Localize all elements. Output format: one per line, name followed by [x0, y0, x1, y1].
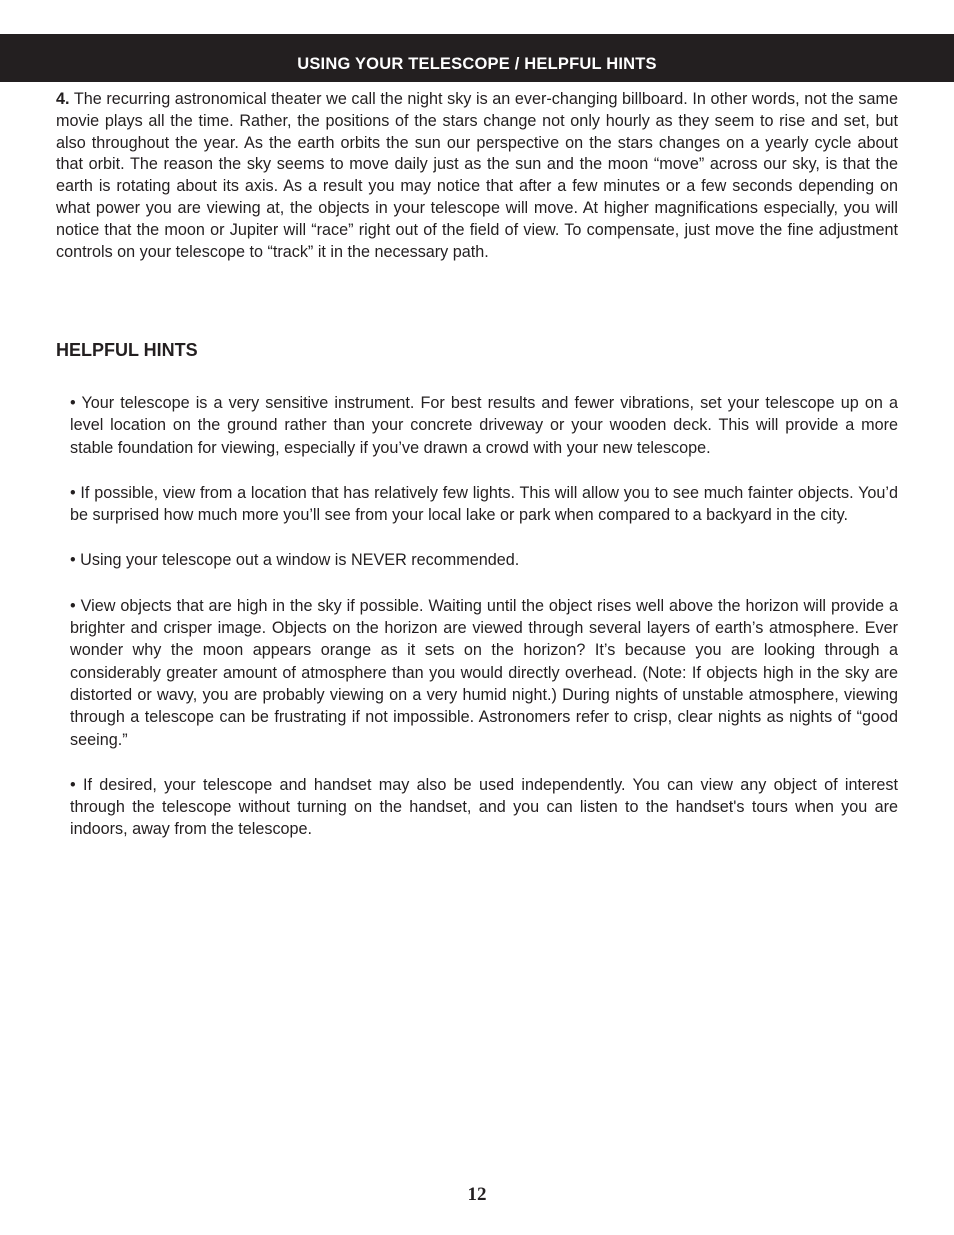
paragraph-text: The recurring astronomical theater we call the night sky is an ever-changing billboard. In other words, not the same movie plays all the time. Rather, the positions of the stars change not only hourly as they seem to rise and set, but also throughout the year. As the earth orbits the sun our perspective on the stars changes on a yearly cycle about that orbit. The reason the sky seems to move daily just as the sun and the moon “move” across our sky, is that the earth is rotating about its axis. As a result you may notice that after a few minutes or a few seconds depending on what power you are viewing at, the objects in your telescope will move. At higher magnifications especially, you will notice that the moon or Jupiter will “race” right out of the field of view. To compensate, just move the fine adjustment controls on your telescope to “track” it in the necessary path. — [56, 90, 898, 261]
page-title: USING YOUR TELESCOPE / HELPFUL HINTS — [297, 55, 657, 73]
page-number: 12 — [467, 1184, 487, 1205]
intro-paragraph — [56, 89, 898, 263]
hint-item-high-in-sky: • View objects that are high in the sky if possible. Waiting until the object rises well above the horizon will provide a brighter and crisper image. Objects on the horizon are viewed through several layers of earth’s atmosphere. Ever wonder why the moon appears orange as it sets on the horizon? It’s because you are looking through a considerably greater amount of atmosphere than you would directly overhead. (Note: If objects high in the sky are distorted or wavy, you are probably viewing on a very humid night.) During nights of unstable atmosphere, viewing through a telescope can be frustrating if not impossible. Astronomers refer to crisp, clear nights as nights of “good seeing.” — [70, 596, 898, 749]
hint-item-independent-use: • If desired, your telescope and handset may also be used independently. You can view any object of interest through the telescope without turning on the handset, and you can listen to the handset's tours when you are indoors, away from the telescope. — [70, 775, 898, 839]
section-heading: HELPFUL HINTS — [56, 340, 198, 360]
hints-list — [70, 392, 898, 864]
header-bar — [0, 34, 954, 82]
hint-item-sensitive-instrument: • Your telescope is a very sensitive instrument. For best results and fewer vibrations, set your telescope up on a level location on the ground rather than your concrete driveway or your wooden deck. This will provide a more stable foundation for viewing, especially if you’ve drawn a crowd with your new telescope. — [70, 394, 898, 457]
hint-item-window: • Using your telescope out a window is NEVER recommended. — [70, 551, 520, 570]
hint-item-few-lights: • If possible, view from a location that has relatively few lights. This will allow you to see much fainter objects. You’d be surprised how much more you’ll see from your local lake or park when compared to a backyard in the city. — [70, 483, 898, 525]
paragraph-number: 4. — [56, 90, 70, 108]
